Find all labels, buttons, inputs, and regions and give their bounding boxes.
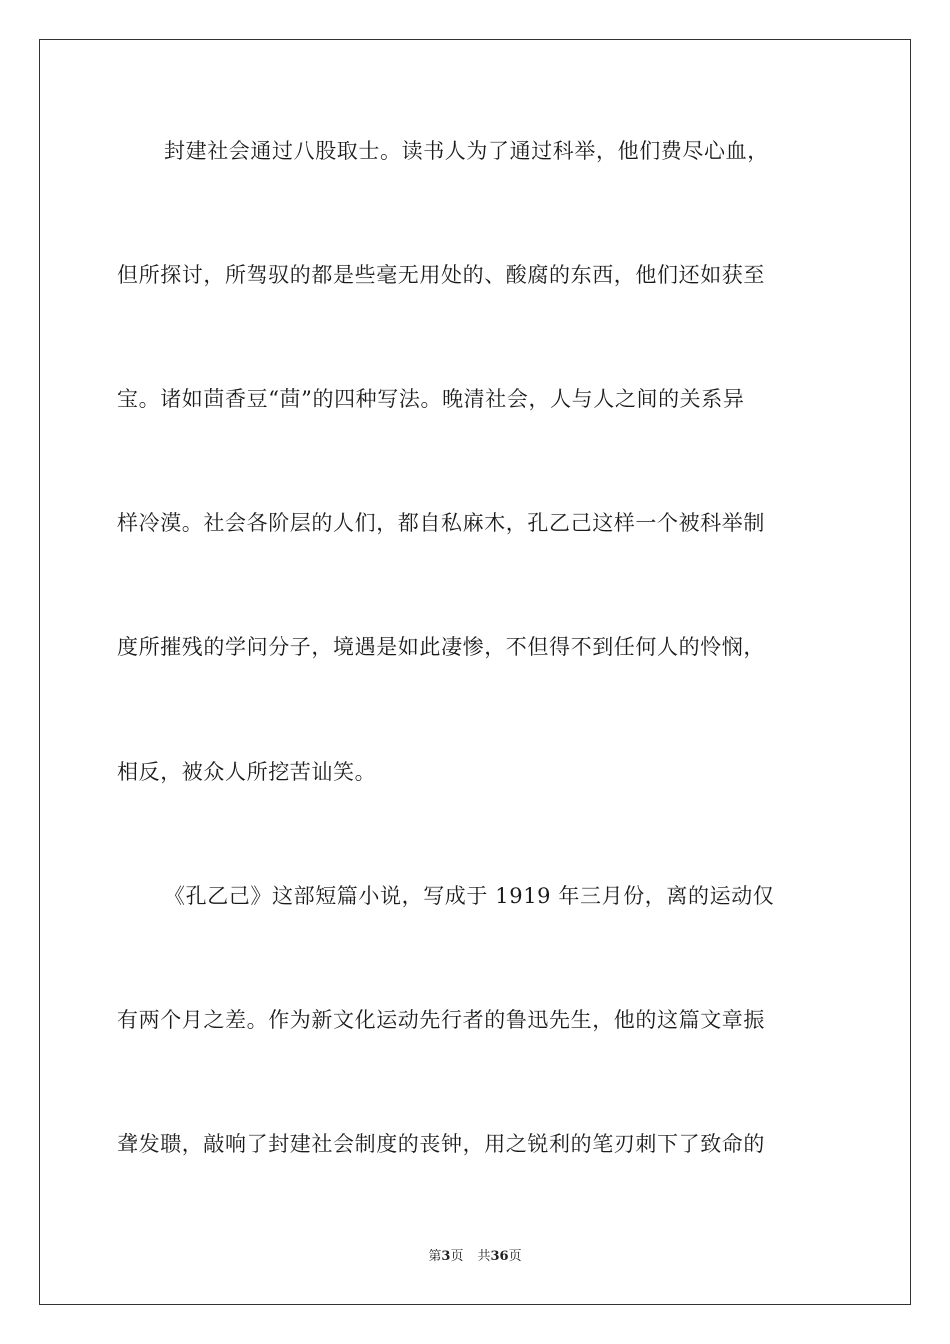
page-border [39, 39, 911, 1305]
footer-total-suffix: 页 [508, 1249, 522, 1264]
paragraph-1-line-6: 相反，被众人所挖苦讪笑。 [117, 760, 377, 784]
paragraph-1-line-4: 样冷漠。社会各阶层的人们，都自私麻木，孔乙己这样一个被科举制 [117, 511, 765, 535]
footer-total-pages: 36 [490, 1249, 509, 1264]
paragraph-1-line-2: 但所探讨，所驾驭的都是些毫无用处的、酸腐的东西，他们还如获至 [117, 263, 765, 287]
page-footer [0, 1248, 950, 1266]
footer-total-prefix: 共 [477, 1249, 491, 1264]
paragraph-1-line-1: 封建社会通过八股取士。读书人为了通过科举，他们费尽心血， [164, 139, 769, 163]
paragraph-1-line-3: 宝。诸如茴香豆“茴”的四种写法。晚清社会，人与人之间的关系异 [117, 387, 745, 411]
paragraph-1-line-5: 度所摧残的学问分子，境遇是如此凄惨，不但得不到任何人的怜悯， [117, 635, 765, 659]
footer-page-suffix: 页 [450, 1249, 464, 1264]
footer-page-number: 3 [441, 1249, 451, 1264]
paragraph-2-line-1: 《孔乙己》这部短篇小说，写成于 1919 年三月份，离的运动仅 [164, 884, 775, 908]
footer-page-prefix: 第 [428, 1249, 442, 1264]
paragraph-2-line-2: 有两个月之差。作为新文化运动先行者的鲁迅先生，他的这篇文章振 [117, 1008, 765, 1032]
paragraph-2-line-3: 聋发聩，敲响了封建社会制度的丧钟，用之锐利的笔刃刺下了致命的 [117, 1132, 765, 1156]
